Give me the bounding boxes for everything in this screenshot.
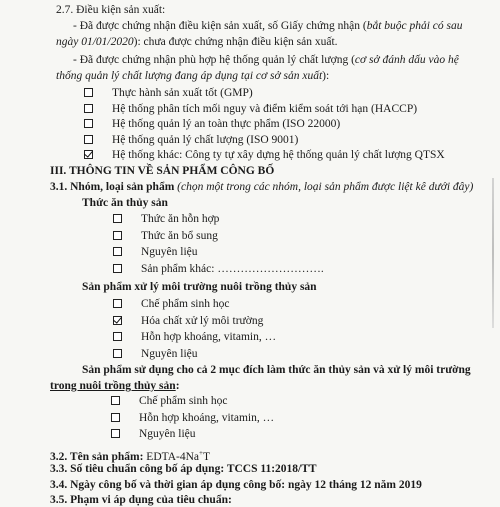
checkbox[interactable]: [113, 332, 122, 341]
env-item-label: Chế phẩm sinh học: [141, 298, 230, 310]
checkbox[interactable]: [84, 88, 93, 97]
feed-item: [113, 212, 500, 226]
checkbox[interactable]: [84, 119, 93, 128]
both-item: [111, 427, 500, 441]
both-item: [111, 411, 500, 425]
feed-item-label: Nguyên liệu: [141, 246, 198, 258]
section-3-2-product-name: 3.2. Tên sản phẩm: EDTA-4Na+T: [50, 449, 211, 463]
checkbox[interactable]: [111, 396, 120, 405]
checkbox[interactable]: [113, 264, 122, 273]
checked-checkbox[interactable]: [84, 150, 93, 159]
feed-item-label: Thức ăn bổ sung: [141, 229, 218, 242]
env-item: [113, 330, 500, 344]
section-3-4-date: 3.4. Ngày công bố và thời gian áp dụng công bố: ngày 12 tháng 12 năm 2019: [50, 479, 422, 491]
production-certified-line: - Đã được chứng nhận điều kiện sản xuất, số Giấy chứng nhận (bắt buộc phải có sau: [73, 20, 463, 32]
checkbox[interactable]: [84, 104, 93, 113]
section-3-heading: III. THÔNG TIN VỀ SẢN PHẨM CÔNG BỐ: [50, 165, 275, 177]
qms-item-label: Hệ thống khác: Công ty tự xây dựng hệ thống quản lý chất lượng QTSX: [112, 149, 445, 161]
qms-item: [84, 133, 500, 147]
qms-certified-line: - Đã được chứng nhận phù hợp hệ thống quản lý chất lượng (cơ sở đánh dấu vào hệ: [73, 54, 459, 66]
env-group-title: Sản phẩm xử lý môi trường nuôi trồng thủy sản: [82, 281, 317, 293]
qms-item-label: Hệ thống quản lý chất lượng (ISO 9001): [112, 133, 299, 146]
feed-item: [113, 245, 500, 259]
qms-item-label: Thực hành sản xuất tốt (GMP): [112, 87, 253, 99]
checked-checkbox[interactable]: [113, 316, 122, 325]
qms-item: [84, 148, 500, 162]
qms-item: [84, 117, 500, 131]
section-3-5-scope: 3.5. Phạm vi áp dụng của tiêu chuẩn:: [50, 494, 232, 506]
scan-artifact: [492, 178, 494, 328]
both-group-title: Sản phẩm sử dụng cho cả 2 mục đích làm thức ăn thủy sản và xử lý môi trường: [82, 364, 471, 376]
both-item-label: Nguyên liệu: [139, 428, 196, 440]
qms-item-label: Hệ thống phân tích mối nguy và điểm kiểm soát tới hạn (HACCP): [112, 102, 418, 115]
checkbox[interactable]: [113, 349, 122, 358]
section-3-1-heading: 3.1. Nhóm, loại sản phẩm (chọn một trong các nhóm, loại sản phẩm được liệt kê dưới đây): [50, 181, 474, 193]
checkbox[interactable]: [113, 299, 122, 308]
section-2-7-heading: 2.7. Điều kiện sản xuất:: [56, 4, 166, 16]
feed-group-title: Thức ăn thủy sản: [82, 197, 168, 209]
both-item-label: Chế phẩm sinh học: [139, 395, 228, 407]
env-item-label: Nguyên liệu: [141, 347, 198, 360]
qms-certified-line-2: thống quản lý chất lượng đang áp dụng tại cơ sở sản xuất):: [56, 70, 330, 82]
checkbox[interactable]: [111, 429, 120, 438]
qms-item: [84, 86, 500, 100]
env-item: [113, 347, 500, 361]
feed-item-label: Sản phẩm khác: ……………………….: [141, 262, 324, 275]
both-group-title-2: trong nuôi trồng thủy sản:: [50, 380, 180, 392]
production-certified-line-2: ngày 01/01/2020): chưa được chứng nhận điều kiện sản xuất.: [56, 36, 338, 48]
both-item: [111, 394, 500, 408]
checkbox[interactable]: [113, 214, 122, 223]
env-item: [113, 297, 500, 311]
feed-item: [113, 229, 500, 243]
env-item-label: Hóa chất xử lý môi trường: [141, 314, 264, 327]
env-item-label: Hỗn hợp khoáng, vitamin, …: [141, 331, 277, 343]
env-item: [113, 314, 500, 328]
both-item-label: Hỗn hợp khoáng, vitamin, …: [139, 411, 275, 424]
checkbox[interactable]: [84, 135, 93, 144]
qms-item: [84, 102, 500, 116]
section-3-3-standard: 3.3. Số tiêu chuẩn công bố áp dụng: TCCS 11:2018/TT: [50, 463, 317, 475]
feed-item: [113, 262, 500, 276]
qms-item-label: Hệ thống quản lý an toàn thực phẩm (ISO 22000): [112, 118, 341, 130]
checkbox[interactable]: [111, 413, 120, 422]
checkbox[interactable]: [113, 231, 122, 240]
checkbox[interactable]: [113, 247, 122, 256]
feed-item-label: Thức ăn hỗn hợp: [141, 213, 220, 225]
